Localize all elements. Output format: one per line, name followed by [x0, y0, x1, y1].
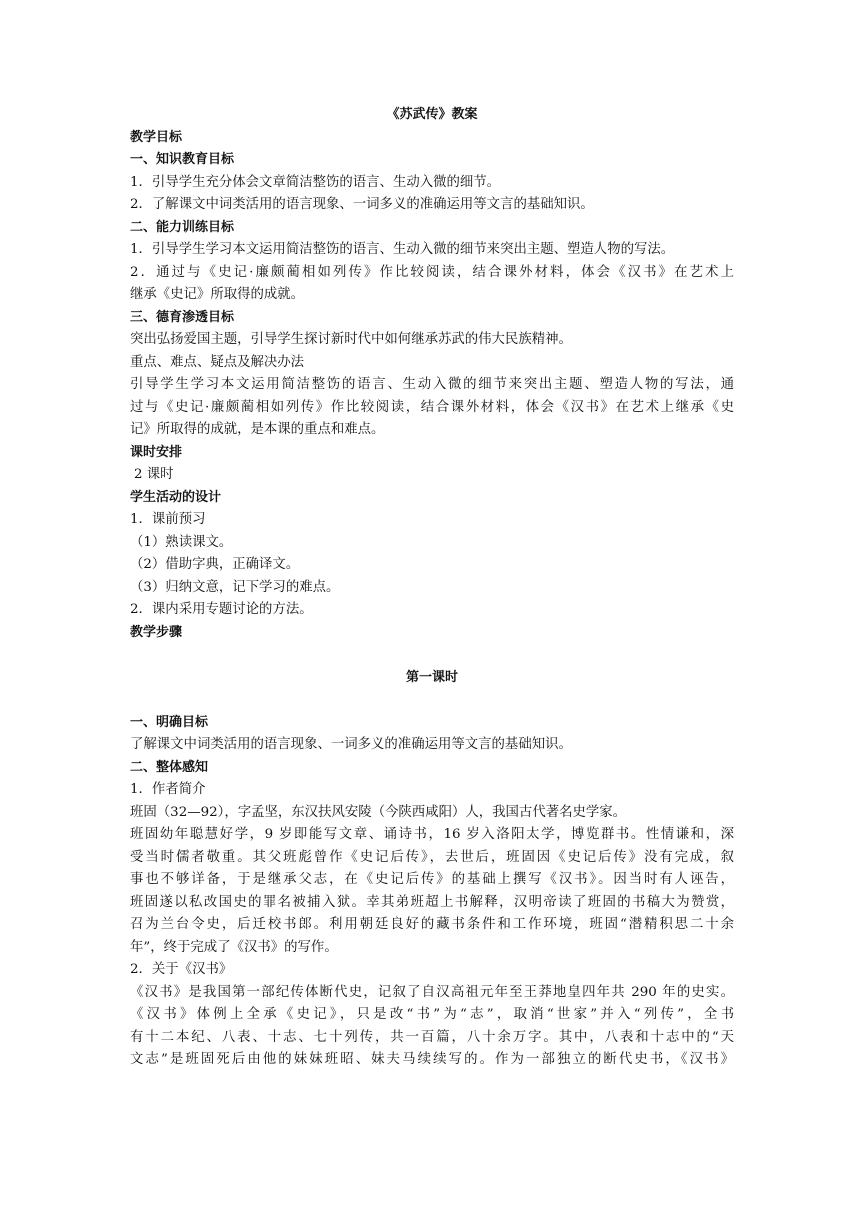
activity-item-2: 2．课内采用专题讨论的方法。 [130, 602, 313, 617]
schedule-value: 2 课时 [134, 467, 174, 482]
heading-student-activity: 学生活动的设计 [130, 489, 222, 505]
author-intro-heading: 1．作者简介 [130, 782, 206, 797]
document-page [130, 104, 734, 1072]
clear-goals-text: 了解课文中词类活用的语言现象、一词多义的准确运用等文言的基础知识。 [130, 737, 572, 752]
doc-title: 《苏武传》教案 [386, 107, 478, 122]
spacer [130, 644, 734, 667]
activity-item-1a: （1）熟读课文。 [130, 534, 233, 550]
hanshu-line-2: 《汉书》体例上全承《史记》，只是改“书”为“志”，取消“世家”并入“列传”，全书 [130, 1007, 734, 1022]
ability-item-2-line-2: 继承《史记》所取得的成就。 [130, 287, 305, 302]
key-points-line-2: 过与《史记·廉颇蔺相如列传》作比较阅读，结合课外材料，体会《汉书》在艺术上继承《史 [130, 399, 734, 415]
heading-ability-goals: 二、能力训练目标 [130, 219, 235, 235]
moral-item-1: 突出弘扬爱国主题，引导学生探讨新时代中如何继承苏武的伟大民族精神。 [130, 332, 572, 347]
bio-line-6: 年”，终于完成了《汉书》的写作。 [130, 939, 338, 955]
spacer [130, 689, 734, 712]
bio-line-4: 班固遂以私改国史的罪名被捕入狱。幸其弟班超上书解释，汉明帝读了班固的书稿大为赞赏， [130, 894, 734, 910]
bio-line-5: 召为兰台令史，后迁校书郎。利用朝廷良好的藏书条件和工作环境，班固“潜精积思二十余 [130, 917, 734, 932]
heading-moral-goals: 三、德育渗透目标 [130, 309, 235, 325]
activity-item-1: 1．课前预习 [130, 512, 206, 527]
heading-teaching-steps: 教学步骤 [130, 624, 183, 640]
heading-overall-perception: 二、整体感知 [130, 759, 209, 775]
heading-key-points: 重点、难点、疑点及解决办法 [130, 354, 305, 370]
about-hanshu-heading: 2．关于《汉书》 [130, 962, 233, 977]
author-intro-text: 班固（32—92），字孟坚，东汉扶风安陵（今陕西咸阳）人，我国古代著名史学家。 [130, 804, 627, 820]
heading-schedule: 课时安排 [130, 444, 183, 460]
ability-item-2-line-1: 2．通过与《史记·廉颇蔺相如列传》作比较阅读，结合课外材料，体会《汉书》在艺术上 [130, 264, 734, 280]
hanshu-line-1: 《汉书》是我国第一部纪传体断代史，记叙了自汉高祖元年至王莽地皇四年共 290 年的史实。 [130, 984, 734, 1000]
key-points-line-3: 记》所取得的成就，是本课的重点和难点。 [130, 422, 385, 437]
bio-line-3: 事也不够详备，于是继承父志，在《史记后传》的基础上撰写《汉书》。因当时有人诬告， [130, 872, 734, 887]
lesson-one-heading: 第一课时 [405, 669, 458, 685]
ability-item-1: 1．引导学生学习本文运用简洁整饬的语言、生动入微的细节来突出主题、塑造人物的写法。 [130, 242, 675, 257]
activity-item-1b: （2）借助字典，正确译文。 [130, 557, 300, 572]
bio-line-1: 班固幼年聪慧好学，9 岁即能写文章、诵诗书，16 岁入洛阳太学，博览群书。性情谦和，深 [130, 827, 734, 842]
bio-line-2: 受当时儒者敬重。其父班彪曾作《史记后传》，去世后，班固因《史记后传》没有完成，叙 [130, 849, 734, 865]
hanshu-line-4: 文志”是班固死后由他的妹妹班昭、妹夫马续续写的。作为一部独立的断代史书，《汉书》 [130, 1052, 734, 1067]
knowledge-item-1: 1．引导学生充分体会文章简洁整饬的语言、生动入微的细节。 [130, 174, 501, 190]
heading-teaching-goals: 教学目标 [130, 129, 183, 145]
activity-item-1c: （3）归纳文意，记下学习的难点。 [130, 579, 340, 595]
knowledge-item-2: 2．了解课文中词类活用的语言现象、一词多义的准确运用等文言的基础知识。 [130, 197, 594, 212]
heading-clear-goals: 一、明确目标 [130, 714, 209, 730]
hanshu-line-3: 有十二本纪、八表、十志、七十列传，共一百篇，八十余万字。其中，八表和十志中的“天 [130, 1029, 734, 1045]
heading-knowledge-goals: 一、知识教育目标 [130, 152, 235, 167]
key-points-line-1: 引导学生学习本文运用简洁整饬的语言、生动入微的细节来突出主题、塑造人物的写法，通 [130, 377, 734, 392]
